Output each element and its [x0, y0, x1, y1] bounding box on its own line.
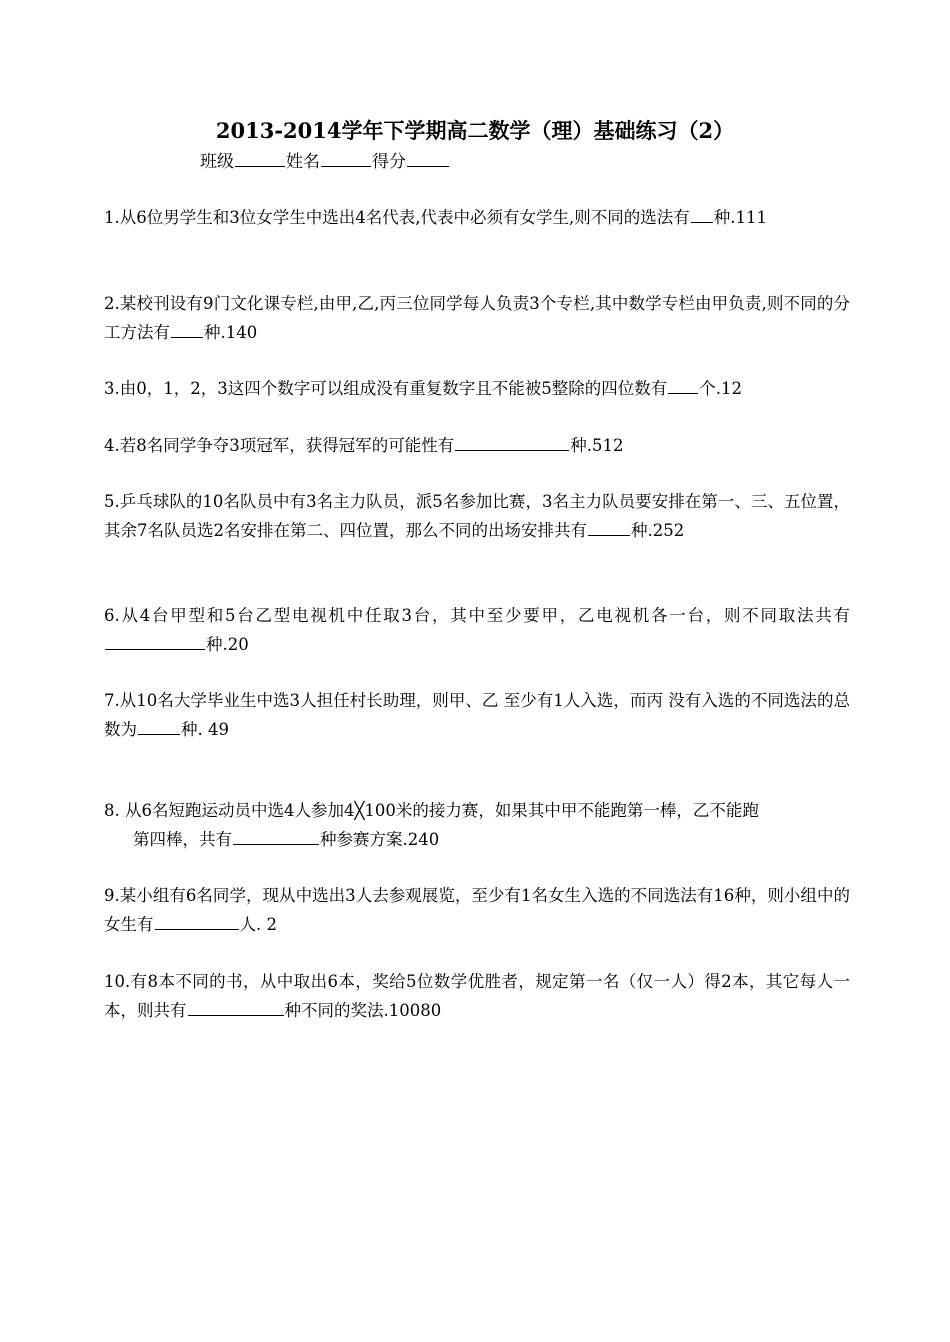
question-6 — [104, 601, 850, 659]
question-7 — [104, 686, 850, 744]
answer-blank-9[interactable] — [155, 911, 239, 930]
class-label: 班级 — [200, 152, 234, 172]
question-4-answer: 种.512 — [570, 436, 624, 455]
answer-blank-5[interactable] — [588, 517, 630, 536]
question-10 — [104, 967, 850, 1025]
question-5-text: 5.乒乓球队的10名队员中有3名主力队员，派5名参加比赛，3名主力队员要安排在第一、三、五位置，其余7名队员选2名安排在第二、四位置，那么不同的出场安排共有 — [104, 492, 850, 540]
name-blank[interactable] — [321, 148, 371, 167]
class-blank[interactable] — [235, 148, 285, 167]
answer-blank-10[interactable] — [188, 997, 284, 1016]
answer-blank-4[interactable] — [455, 432, 569, 451]
question-9-text: 9.某小组有6名同学，现从中选出3人去参观展览，至少有1名女生入选的不同选法有16种，则小组中的女生有 — [104, 886, 850, 934]
question-10-answer: 种不同的奖法.10080 — [284, 1001, 442, 1020]
question-8-answer: 种参赛方案.240 — [320, 830, 440, 849]
question-10-text: 10.有8本不同的书，从中取出6本，奖给5位数学优胜者，规定第一名（仅一人）得2本，其它每人一本，则共有 — [104, 972, 850, 1020]
question-3-answer: 个.12 — [699, 379, 742, 398]
page-title: 2013-2014学年下学期高二数学（理）基础练习（2） — [215, 118, 735, 143]
question-6-text: 6.从4台甲型和5台乙型电视机中任取3台，其中至少要甲，乙电视机各一台，则不同取法共有 — [104, 606, 850, 625]
question-8-continued — [133, 825, 439, 854]
question-2-text: 2.某校刊设有9门文化课专栏,由甲,乙,丙三位同学每人负责3个专栏,其中数学专栏由甲负责,则不同的分工方法有 — [104, 294, 850, 342]
answer-blank-7[interactable] — [138, 716, 180, 735]
question-9 — [104, 881, 850, 939]
answer-blank-3[interactable] — [668, 375, 698, 394]
question-7-answer: 种. 49 — [181, 720, 229, 739]
question-7-text: 7.从10名大学毕业生中选3人担任村长助理，则甲、乙 至少有1人入选，而丙 没有入选的不同选法的总数为 — [104, 691, 850, 739]
question-5 — [104, 487, 850, 545]
name-label: 姓名 — [286, 152, 320, 172]
question-2 — [104, 289, 850, 347]
question-4-text: 4.若8名同学争夺3项冠军，获得冠军的可能性有 — [104, 436, 455, 455]
question-8-text-cont: 第四棒，共有 — [133, 830, 232, 849]
answer-blank-8[interactable] — [233, 826, 319, 845]
score-blank[interactable] — [407, 148, 449, 167]
answer-blank-6[interactable] — [105, 631, 205, 650]
question-3-text: 3.由0，1，2，3这四个数字可以组成没有重复数字且不能被5整除的四位数有 — [104, 379, 668, 398]
question-5-answer: 种.252 — [631, 521, 685, 540]
question-8-text: 8. 从6名短跑运动员中选4人参加4╳100米的接力赛，如果其中甲不能跑第一棒，乙不能跑 — [104, 801, 759, 820]
question-2-answer: 种.140 — [204, 323, 258, 342]
answer-blank-1[interactable] — [691, 204, 713, 223]
question-9-answer: 人. 2 — [239, 915, 277, 934]
question-1-answer: 种.111 — [713, 208, 767, 227]
question-1 — [104, 203, 850, 232]
question-3 — [104, 374, 850, 403]
score-label: 得分 — [372, 152, 406, 172]
student-info-fields — [200, 148, 450, 175]
question-8 — [104, 796, 759, 825]
question-1-text: 1.从6位男学生和3位女学生中选出4名代表,代表中必须有女学生,则不同的选法有 — [104, 208, 690, 227]
answer-blank-2[interactable] — [171, 319, 203, 338]
question-6-answer: 种.20 — [206, 635, 249, 654]
question-4 — [104, 431, 850, 460]
